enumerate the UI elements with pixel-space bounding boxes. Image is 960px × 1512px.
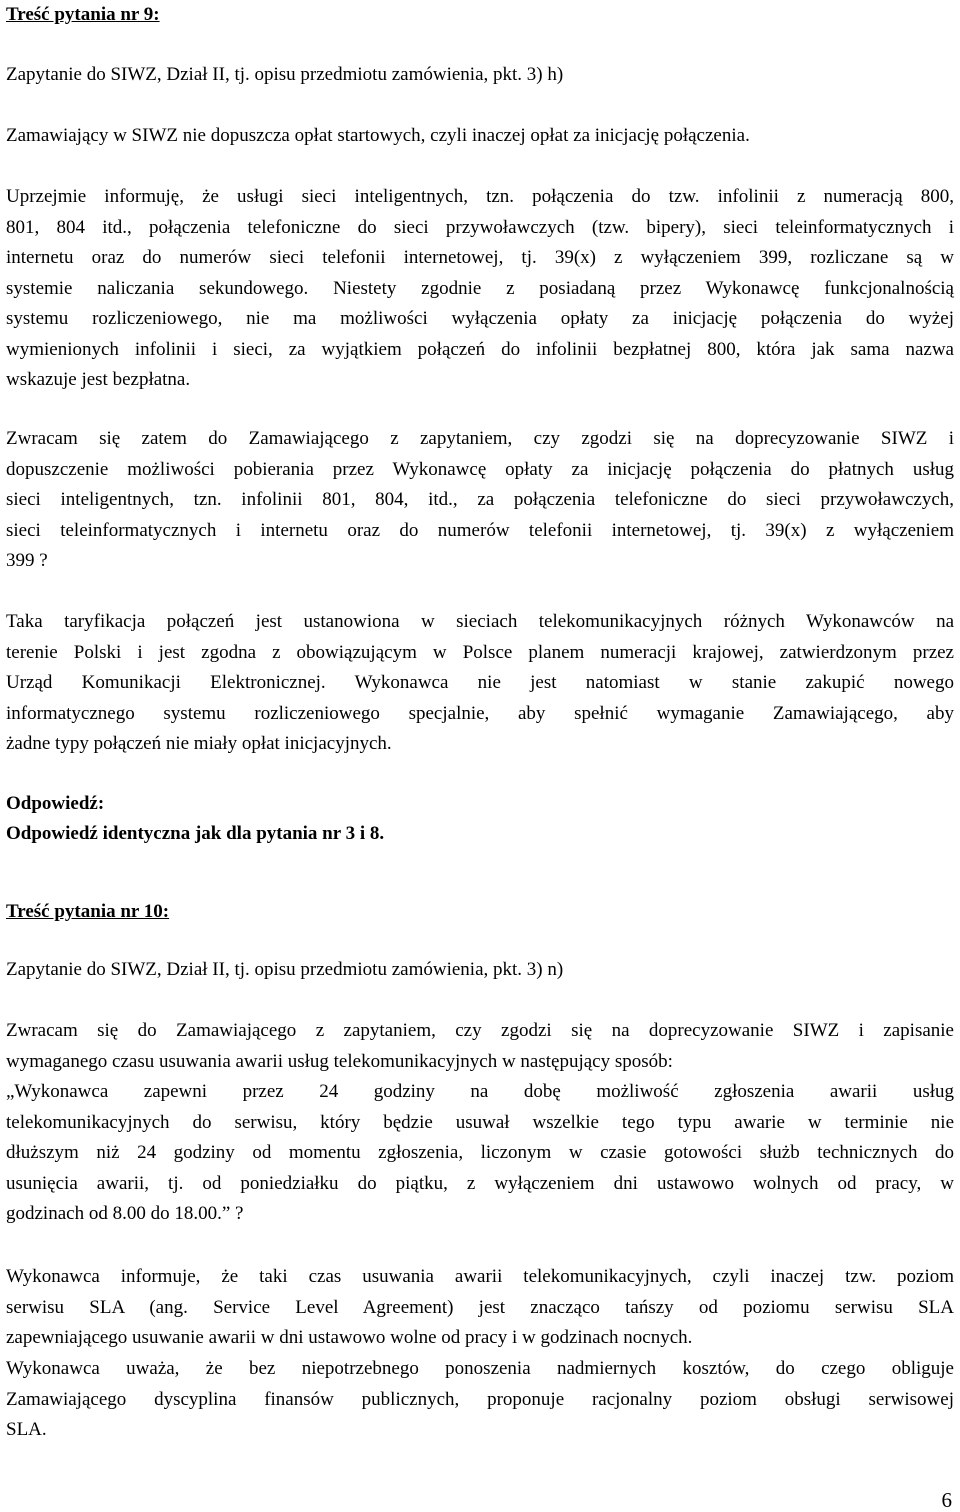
- text-line: informatycznego systemu rozliczeniowego specjalnie, aby spełnić wymaganie Zamawiającego, aby: [6, 702, 954, 724]
- text-line: wymienionych infolinii i sieci, za wyjątkiem połączeń do infolinii bezpłatnej 800, która jak sama nazwa: [6, 338, 954, 360]
- text-line: Zamawiającego dyscyplina finansów publicznych, proponuje racjonalny poziom obsługi serwisowej: [6, 1388, 954, 1410]
- question-9-statement: Zamawiający w SIWZ nie dopuszcza opłat startowych, czyli inaczej opłat za inicjację połączenia.: [6, 125, 750, 146]
- text-line: 801, 804 itd., połączenia telefoniczne do sieci przywoławczych (tzw. bipery), sieci teleinformatycznych i: [6, 216, 954, 238]
- text-line: systemu rozliczeniowego, nie ma możliwości wyłączenia opłaty za inicjację połączenia do wyżej: [6, 308, 954, 329]
- question-9-paragraph-1: [6, 182, 954, 396]
- page-number: 6: [941, 1488, 952, 1512]
- question-10-heading: Treść pytania nr 10:: [6, 901, 170, 922]
- text-line: SLA.: [6, 1419, 47, 1440]
- text-line: serwisu SLA (ang. Service Level Agreement) jest znacząco tańszy od poziomu serwisu SLA: [6, 1296, 954, 1318]
- text-line: „Wykonawca zapewni przez 24 godziny na dobę możliwość zgłoszenia awarii usług: [6, 1081, 954, 1102]
- text-line: wskazuje jest bezpłatna.: [6, 369, 191, 390]
- answer-text: Odpowiedź identyczna jak dla pytania nr 3 i 8.: [6, 823, 385, 844]
- text-line: dłuższym niż 24 godziny od momentu zgłoszenia, liczonym w czasie gotowości służb technicznych do: [6, 1142, 954, 1163]
- question-9-reference: Zapytanie do SIWZ, Dział II, tj. opisu przedmiotu zamówienia, pkt. 3) h): [6, 64, 564, 85]
- answer-label: Odpowiedź:: [6, 793, 105, 814]
- text-line: dopuszczenie możliwości pobierania przez Wykonawcę opłaty za inicjację połączenia do płatnych usług: [6, 458, 954, 480]
- text-line: Urząd Komunikacji Elektronicznej. Wykonawca nie jest natomiast w stanie zakupić nowego: [6, 672, 954, 693]
- text-line: wymaganego czasu usuwania awarii usług telekomunikacyjnych w następujący sposób:: [6, 1050, 673, 1072]
- question-10-paragraph-1: [6, 1016, 954, 1230]
- text-line: sieci inteligentnych, tzn. infolinii 801, 804, itd., za połączenia telefoniczne do sieci przywoławczych,: [6, 489, 954, 510]
- text-line: Wykonawca uważa, że bez niepotrzebnego ponoszenia nadmiernych kosztów, do czego obliguje: [6, 1358, 954, 1379]
- question-10-reference: Zapytanie do SIWZ, Dział II, tj. opisu przedmiotu zamówienia, pkt. 3) n): [6, 959, 564, 980]
- text-line: sieci teleinformatycznych i internetu oraz do numerów telefonii internetowej, tj. 39(x) z wyłączeniem: [6, 519, 954, 541]
- question-10-paragraph-3: [6, 1354, 954, 1446]
- text-line: Wykonawca informuje, że taki czas usuwania awarii telekomunikacyjnych, czyli inaczej tzw. poziom: [6, 1266, 954, 1287]
- question-10-paragraph-2: [6, 1262, 954, 1354]
- question-9-paragraph-3: [6, 607, 954, 760]
- text-line: terenie Polski i jest zgodna z obowiązującym w Polsce planem numeracji krajowej, zatwierdzonym przez: [6, 641, 954, 663]
- text-line: Zwracam się zatem do Zamawiającego z zapytaniem, czy zgodzi się na doprecyzowanie SIWZ i: [6, 428, 954, 449]
- text-line: internetu oraz do numerów sieci telefonii internetowej, tj. 39(x) z wyłączeniem 399, rozliczane są w: [6, 247, 954, 268]
- text-line: telekomunikacyjnych do serwisu, który będzie usuwał wszelkie tego typu awarie w terminie nie: [6, 1111, 954, 1133]
- question-9-paragraph-2: [6, 424, 954, 577]
- text-line: godzinach od 8.00 do 18.00.” ?: [6, 1203, 244, 1224]
- text-line: Uprzejmie informuję, że usługi sieci inteligentnych, tzn. połączenia do tzw. infolinii z numeracją 800,: [6, 186, 954, 207]
- question-9-heading: Treść pytania nr 9:: [6, 4, 160, 25]
- text-line: Zwracam się do Zamawiającego z zapytaniem, czy zgodzi się na doprecyzowanie SIWZ i zapisanie: [6, 1020, 954, 1041]
- text-line: usunięcia awarii, tj. od poniedziałku do piątku, z wyłączeniem dni ustawowo wolnych od pracy, w: [6, 1172, 954, 1194]
- text-line: 399 ?: [6, 550, 48, 571]
- text-line: systemie naliczania sekundowego. Niestety zgodnie z posiadaną przez Wykonawcę funkcjonalnością: [6, 277, 954, 299]
- text-line: zapewniającego usuwanie awarii w dni ustawowo wolne od pracy i w godzinach nocnych.: [6, 1327, 693, 1348]
- text-line: żadne typy połączeń nie miały opłat inicjacyjnych.: [6, 733, 392, 754]
- text-line: Taka taryfikacja połączeń jest ustanowiona w sieciach telekomunikacyjnych różnych Wykonawców na: [6, 611, 954, 632]
